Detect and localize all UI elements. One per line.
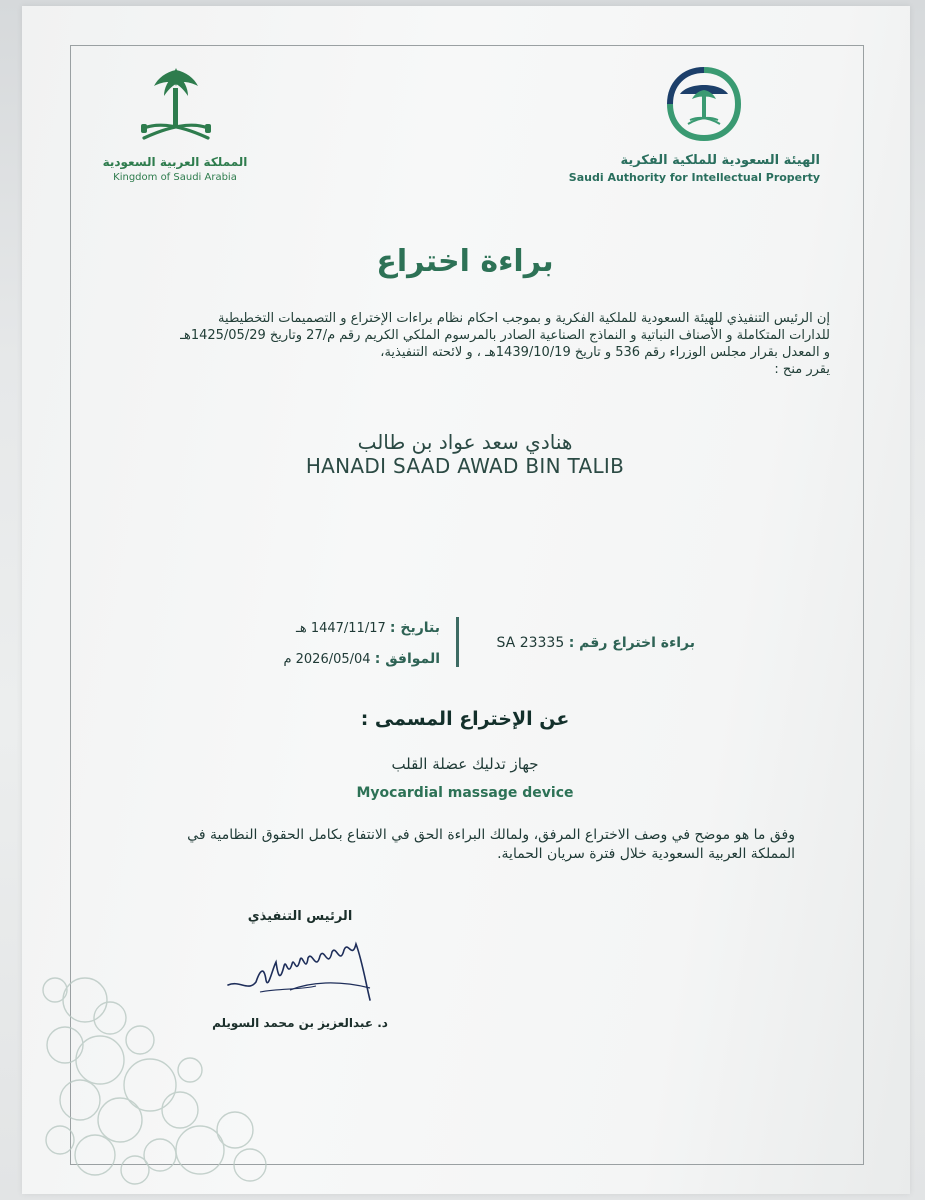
hijri-date-value: 1447/11/17 هـ <box>296 621 386 636</box>
ksa-name-arabic: المملكة العربية السعودية <box>102 155 248 169</box>
patent-number-value: SA 23335 <box>496 635 565 651</box>
saip-name-english: Saudi Authority for Intellectual Property <box>568 171 820 184</box>
signatory-name: د. عبدالعزيز بن محمد السويلم <box>212 1016 388 1030</box>
palm-and-swords-emblem <box>138 66 214 150</box>
grantee-name-english: HANADI SAAD AWAD BIN TALIB <box>305 454 625 478</box>
grant-line: وفق ما هو موضح في وصف الاختراع المرفق، ولمالك البراءة الحق في الانتفاع بكامل الحقوق النظامية في <box>187 827 795 843</box>
gregorian-date-label: الموافق : <box>374 651 440 667</box>
hijri-date-label: بتاريخ : <box>389 620 440 636</box>
grant-line: المملكة العربية السعودية خلال فترة سريان الحماية. <box>497 846 795 862</box>
invention-heading: عن الإختراع المسمى : <box>360 708 570 730</box>
gregorian-date <box>280 651 440 667</box>
patent-number-label: براءة اختراع رقم : <box>568 635 695 651</box>
hijri-date <box>280 620 440 636</box>
gregorian-date-value: 2026/05/04 م <box>283 652 371 667</box>
intro-line: يقرر منح : <box>774 362 830 377</box>
grant-paragraph <box>120 826 795 864</box>
intro-line: إن الرئيس التنفيذي للهيئة السعودية للملكية الفكرية و بموجب احكام نظام براءات الإختراع و التصميمات التخطيطية <box>218 311 830 326</box>
invention-title-arabic: جهاز تدليك عضلة القلب <box>391 755 539 773</box>
intro-line: و المعدل بقرار مجلس الوزراء رقم 536 و تاريخ 1439/10/19هـ ، و لائحته التنفيذية، <box>380 345 830 360</box>
ksa-name-english: Kingdom of Saudi Arabia <box>113 172 237 183</box>
saip-name-arabic: الهيئة السعودية للملكية الفكرية <box>620 153 820 168</box>
patent-number <box>480 635 695 651</box>
intro-line: للدارات المتكاملة و الأصناف النباتية و النماذج الصناعية الصادر بالمرسوم الملكي الكريم رقم م/27 وتاريخ 1425/05/29هـ <box>180 328 830 343</box>
intro-paragraph <box>110 310 830 378</box>
signatory-title: الرئيس التنفيذي <box>247 909 353 924</box>
grantee-name-arabic: هنادي سعد عواد بن طالب <box>357 430 573 454</box>
invention-title-english: Myocardial massage device <box>356 785 574 801</box>
saip-logo <box>666 64 742 144</box>
info-divider <box>456 617 459 667</box>
handwritten-signature <box>220 930 385 1010</box>
document-title: براءة اختراع <box>376 244 554 279</box>
